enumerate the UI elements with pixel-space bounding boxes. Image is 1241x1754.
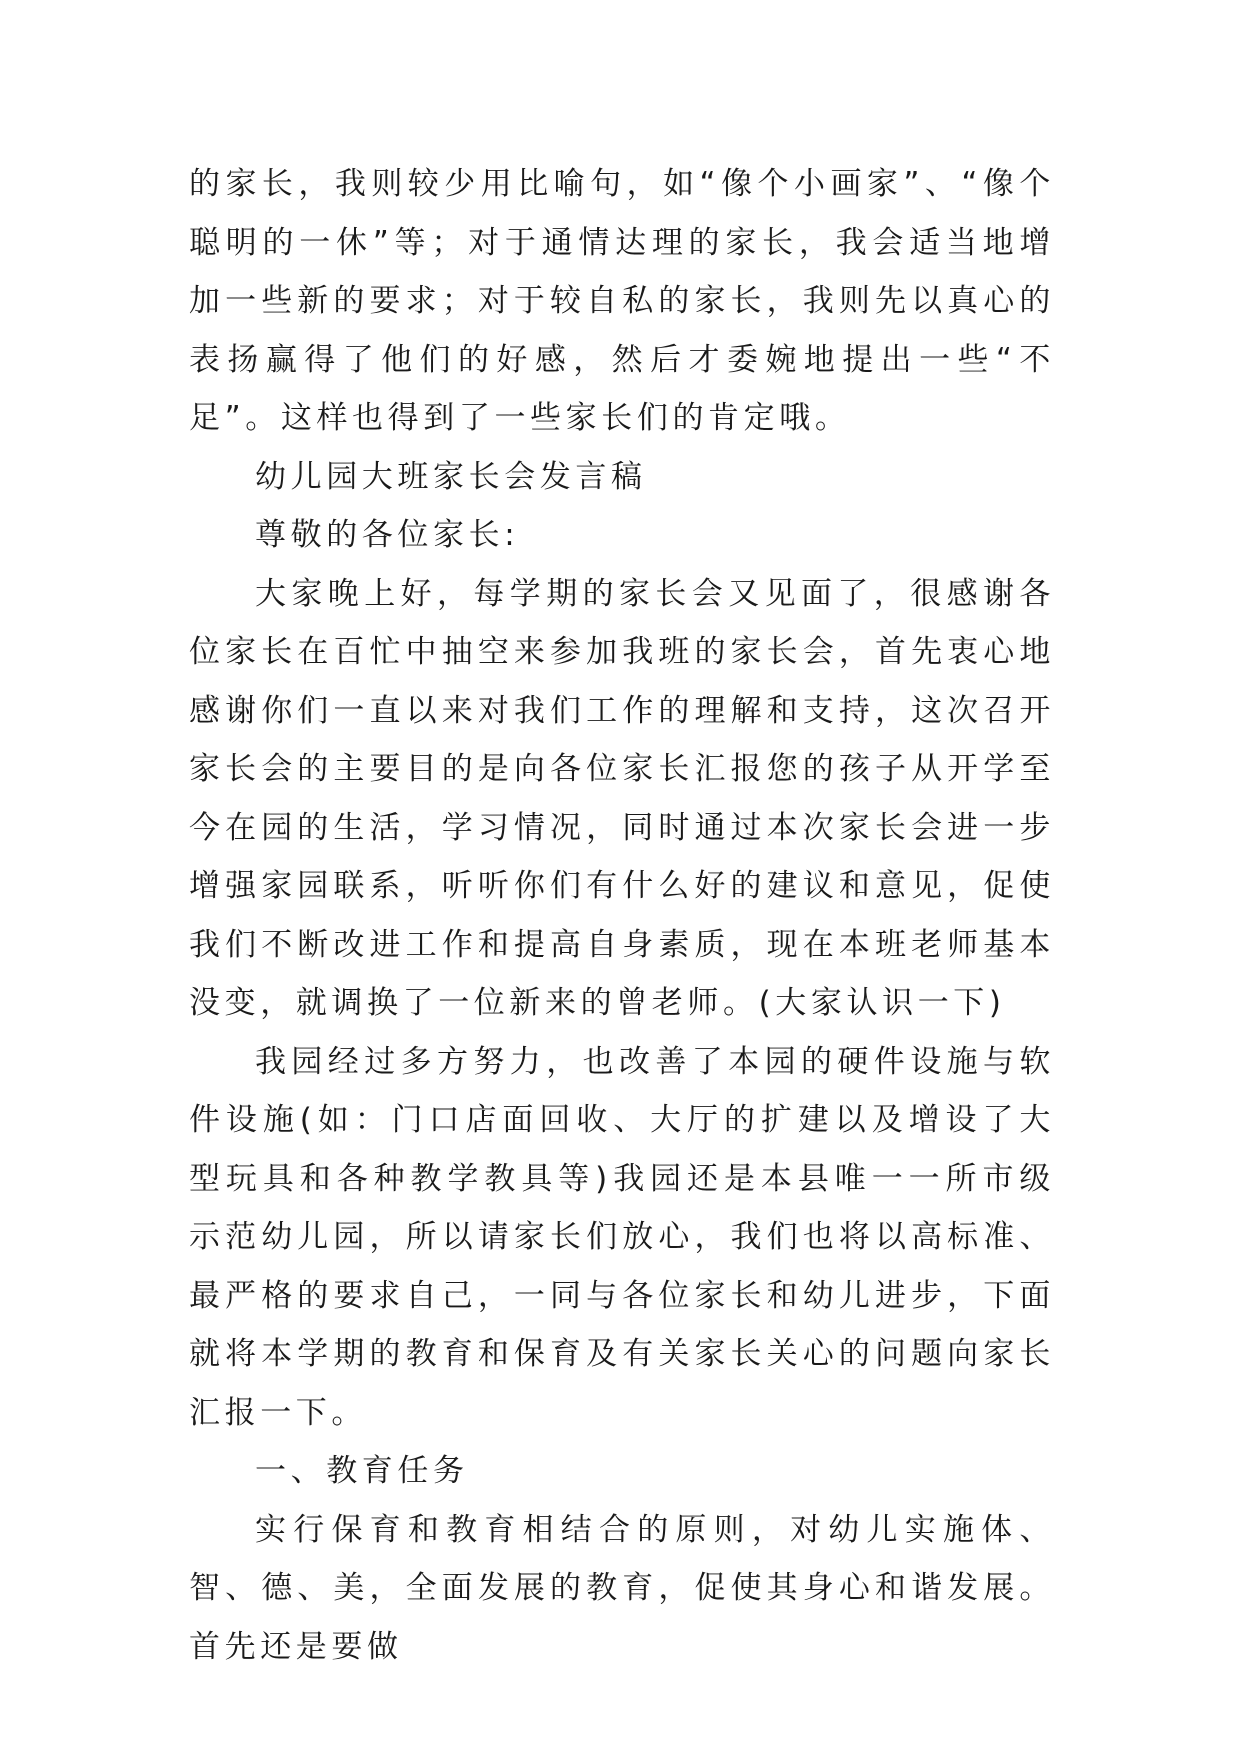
paragraph-continuation: 的家长，我则较少用比喻句，如“像个小画家”、“像个聪明的一休”等；对于通情达理的家长，我会适当地增加一些新的要求；对于较自私的家长，我则先以真心的表扬赢得了他们的好感，然后才委婉地提出一些“不足”。这样也得到了一些家长们的肯定哦。: [189, 166, 1055, 436]
paragraph: 我园经过多方努力，也改善了本园的硬件设施与软件设施(如：门口店面回收、大厅的扩建以及增设了大型玩具和各种教学教具等)我园还是本县唯一一所市级示范幼儿园，所以请家长们放心，我们也将以高标准、最严格的要求自己，一同与各位家长和幼儿进步，下面就将本学期的教育和保育及有关家长关心的问题向家长汇报一下。: [189, 1043, 1055, 1431]
document-body: [189, 155, 1055, 1676]
paragraph: 实行保育和教育相结合的原则，对幼儿实施体、智、德、美，全面发展的教育，促使其身心和谐发展。首先还是要做: [189, 1511, 1055, 1665]
salutation: 尊敬的各位家长:: [255, 517, 520, 553]
section-heading: 一、教育任务: [255, 1453, 469, 1489]
document-title: 幼儿园大班家长会发言稿: [255, 458, 647, 495]
paragraph: 大家晚上好，每学期的家长会又见面了，很感谢各位家长在百忙中抽空来参加我班的家长会，首先衷心地感谢你们一直以来对我们工作的理解和支持，这次召开家长会的主要目的是向各位家长汇报您的孩子从开学至今在园的生活，学习情况，同时通过本次家长会进一步增强家园联系，听听你们有什么好的建议和意见，促使我们不断改进工作和提高自身素质，现在本班老师基本没变，就调换了一位新来的曾老师。(大家认识一下): [189, 575, 1055, 1021]
